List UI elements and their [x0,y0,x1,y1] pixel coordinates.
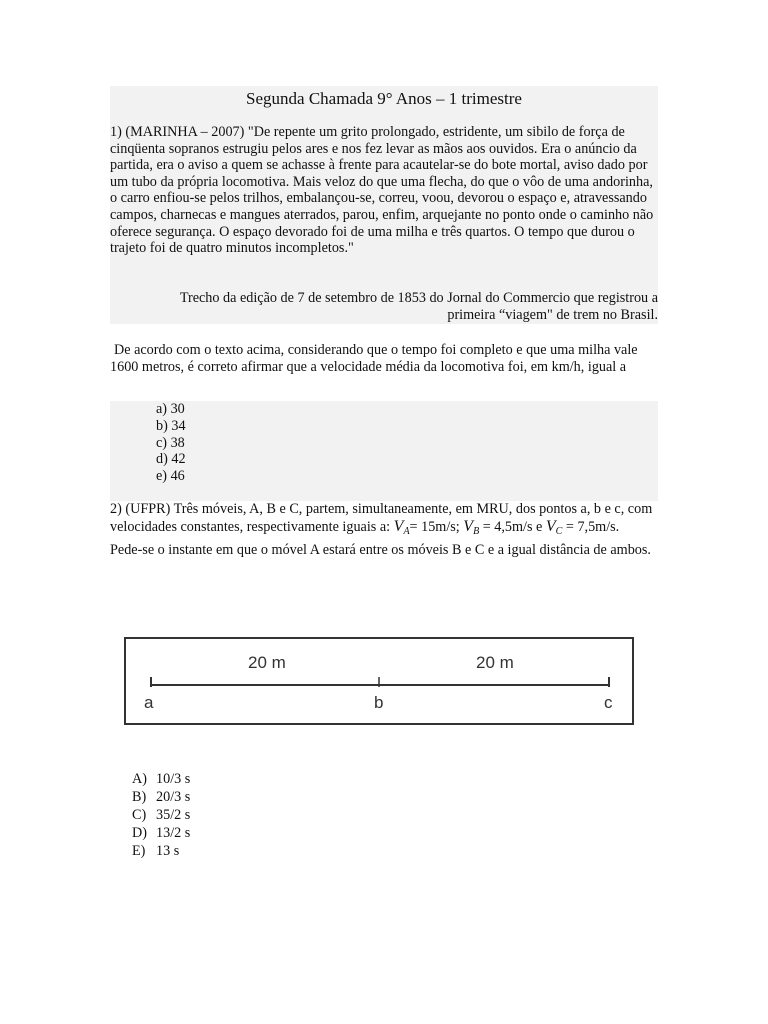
question-2 [110,500,658,559]
velocity-c-symbol: V [545,518,556,535]
velocity-b-value: = 4,5m/s e [482,519,543,535]
option-item: C) 35/2 s [132,807,191,823]
question-1-prompt: De acordo com o texto acima, considerando que o tempo foi completo e que uma milha vale 1600 metros, é correto afirmar que a velocidade média da locomotiva foi, em km/h, igual a [110,342,638,375]
velocity-b-symbol: V [463,518,474,535]
point-label-b: b [374,693,384,712]
option-item: d) 42 [156,451,186,468]
option-item: A) 10/3 s [132,771,191,787]
velocity-a-symbol: V [393,518,404,535]
question-1-options [110,401,658,501]
velocity-c-value: = 7,5m/s. [565,519,620,535]
option-item: b) 34 [156,417,186,434]
question-2-intro [110,500,658,541]
option-item: c) 38 [156,434,185,451]
page-title: Segunda Chamada 9° Anos – 1 trimestre [110,86,658,122]
option-item: B) 20/3 s [132,789,191,805]
distance-label-bc: 20 m [476,653,514,672]
question-1-text: 1) (MARINHA – 2007) "De repente um grito prolongado, estridente, um sibilo de força de cinqüenta sopranos estrugiu pelos ares e nos fez levar as mãos aos ouvidos. Era o anúncio da partida, era o aviso a quem se achasse à frente para acautelar-se do bote mortal, aviso dado por um tubo da própria locomotiva. Mais veloz do que uma flecha, do que o vôo de uma andorinha, o carro enfiou-se pelos trilhos, embalançou-se, correu, voou, devorou o espaço e, atravessando campos, charnecas e mangues aterrados, parou, enfim, arquejante no ponto onde o caminho não oferece segurança. O espaço devorado foi de uma milha e três quartos. O tempo que durou o trajeto foi de quatro minutos incompletos." [110,124,654,257]
point-label-a: a [144,693,154,712]
point-label-c: c [604,693,613,712]
distance-diagram [124,637,634,725]
option-item: e) 46 [156,468,185,485]
velocity-b-subscript: B [473,526,480,537]
option-item: E) 13 s [132,843,180,859]
question-1-source: Trecho da edição de 7 de setembro de 1853 do Jornal do Commercio que registrou a primeira “viagem" de trem no Brasil. [179,290,658,323]
option-item: a) 30 [156,401,185,417]
distance-label-ab: 20 m [248,653,286,672]
velocity-a-value: = 15m/s; [409,519,460,535]
question-2-prompt: Pede-se o instante em que o móvel A estará entre os móveis B e C e a igual distância de ambos. [110,542,651,558]
velocity-c-subscript: C [555,526,563,537]
velocity-a-subscript: A [403,526,410,537]
question-2-options [132,770,190,860]
question-2-intro-text: 2) (UFPR) Três móveis, A, B e C, partem, simultaneamente, em MRU, dos pontos a, b e c, com velocidades constantes, respectivamente iguais a: [110,501,653,535]
question-1-passage [110,122,658,324]
option-item: D) 13/2 s [132,825,191,841]
